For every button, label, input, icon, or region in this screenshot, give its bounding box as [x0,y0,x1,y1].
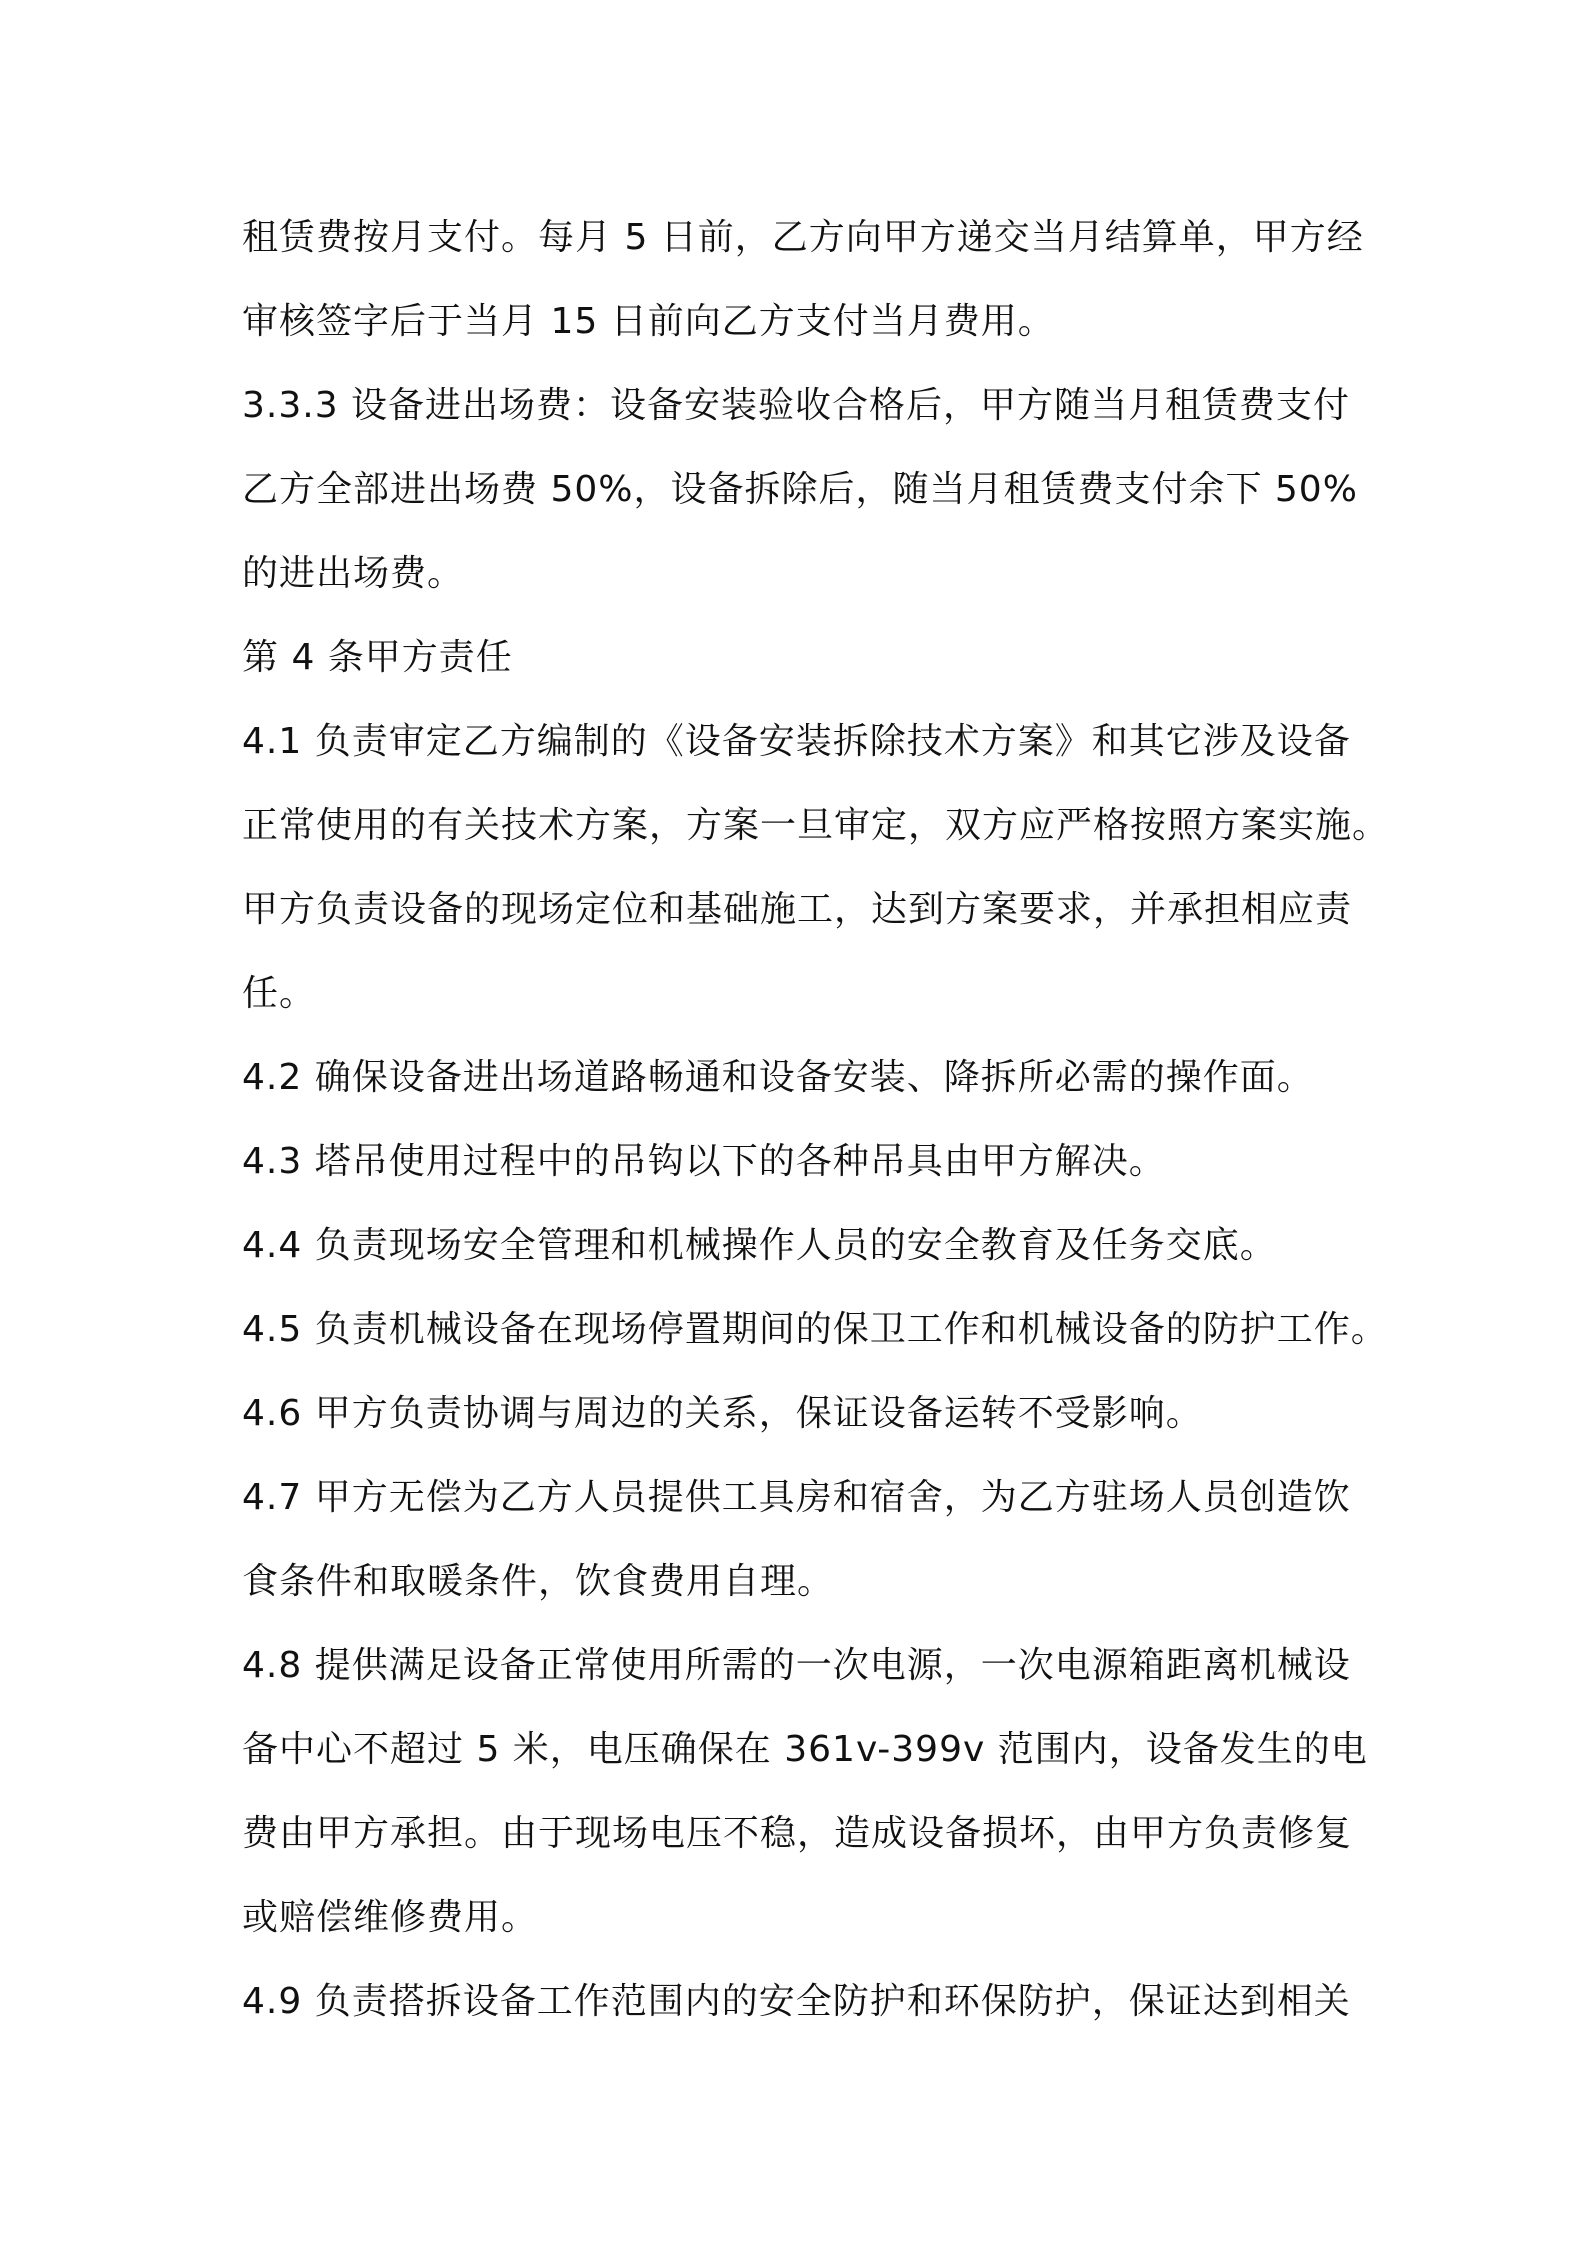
text-line: 3.3.3 设备进出场费：设备安装验收合格后，甲方随当月租赁费支付 [242,385,1351,426]
text-line: 食条件和取暖条件，饮食费用自理。 [242,1561,835,1602]
text-line: 租赁费按月支付。每月 5 日前，乙方向甲方递交当月结算单，甲方经 [242,217,1364,258]
text-line: 正常使用的有关技术方案，方案一旦审定，双方应严格按照方案实施。 [242,805,1390,846]
text-line: 的进出场费。 [242,553,465,594]
text-line: 或赔偿维修费用。 [242,1897,539,1938]
text-line: 4.5 负责机械设备在现场停置期间的保卫工作和机械设备的防护工作。 [242,1309,1388,1350]
text-line: 甲方负责设备的现场定位和基础施工，达到方案要求，并承担相应责 [242,889,1353,930]
text-line: 备中心不超过 5 米，电压确保在 361v-399v 范围内，设备发生的电 [242,1729,1368,1770]
text-line: 4.3 塔吊使用过程中的吊钩以下的各种吊具由甲方解决。 [242,1141,1166,1182]
text-line: 费由甲方承担。由于现场电压不稳，造成设备损坏，由甲方负责修复 [242,1813,1353,1854]
text-line: 4.9 负责搭拆设备工作范围内的安全防护和环保防护，保证达到相关 [242,1981,1351,2022]
text-line: 4.7 甲方无偿为乙方人员提供工具房和宿舍，为乙方驻场人员创造饮 [242,1477,1351,1518]
text-line: 审核签字后于当月 15 日前向乙方支付当月费用。 [242,301,1055,342]
text-line: 4.1 负责审定乙方编制的《设备安装拆除技术方案》和其它涉及设备 [242,721,1351,762]
text-line: 乙方全部进出场费 50%，设备拆除后，随当月租赁费支付余下 50% [242,469,1358,510]
section-heading: 第 4 条甲方责任 [242,637,513,678]
text-line: 任。 [242,973,317,1014]
text-line: 4.4 负责现场安全管理和机械操作人员的安全教育及任务交底。 [242,1225,1277,1266]
document-body [242,196,1390,2044]
text-line: 4.2 确保设备进出场道路畅通和设备安装、降拆所必需的操作面。 [242,1057,1314,1098]
text-line: 4.6 甲方负责协调与周边的关系，保证设备运转不受影响。 [242,1393,1203,1434]
text-line: 4.8 提供满足设备正常使用所需的一次电源，一次电源箱距离机械设 [242,1645,1351,1686]
